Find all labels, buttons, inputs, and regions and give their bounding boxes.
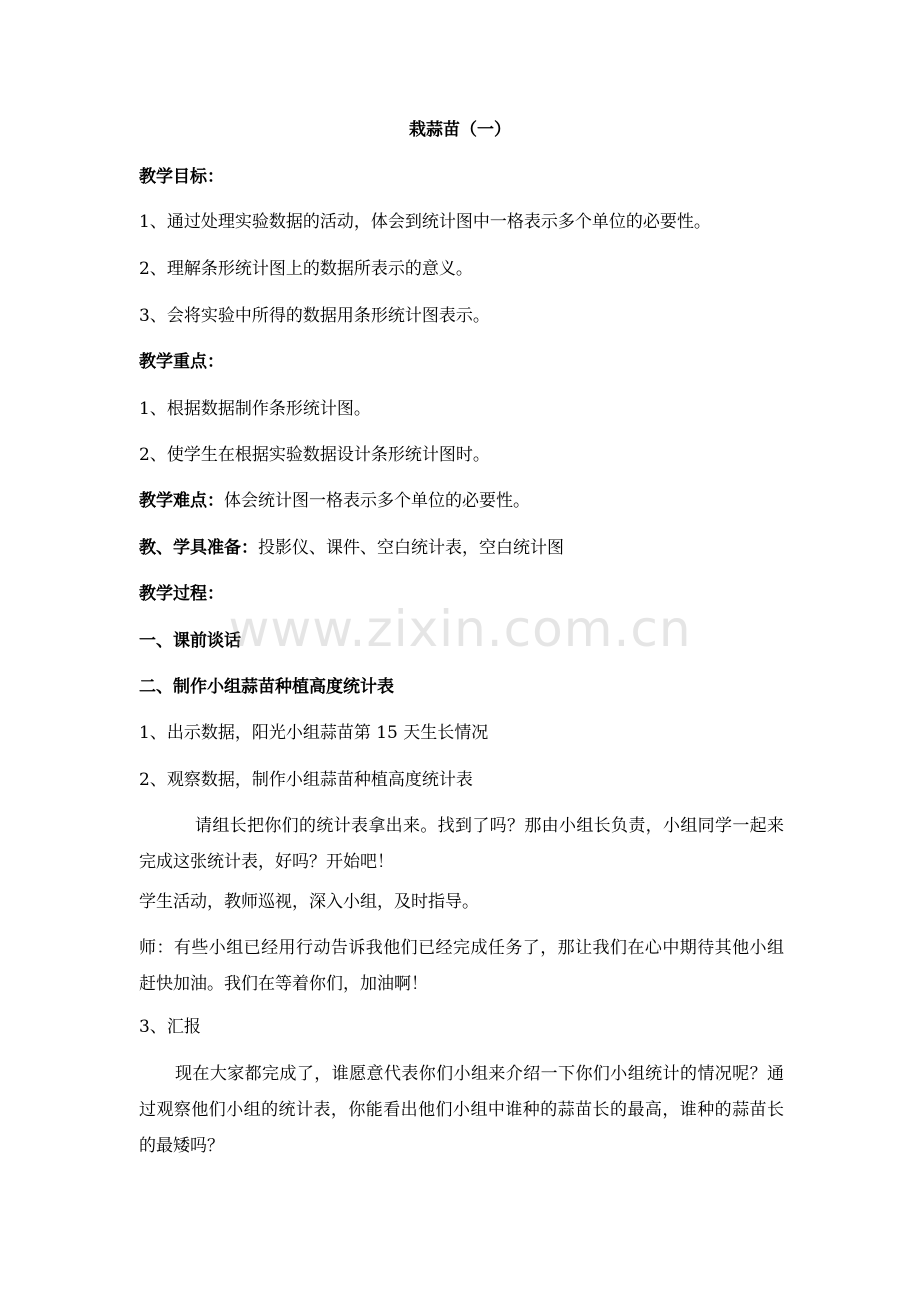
difficulty-line bbox=[139, 489, 789, 513]
process-heading: 教学过程： bbox=[139, 584, 224, 604]
key-point-item: 1、根据数据制作条形统计图。 bbox=[139, 399, 371, 419]
objective-item: 1、通过处理实验数据的活动，体会到统计图中一格表示多个单位的必要性。 bbox=[139, 212, 711, 232]
section-heading: 二、制作小组蒜苗种植高度统计表 bbox=[139, 677, 394, 697]
difficulty-text: 体会统计图一格表示多个单位的必要性。 bbox=[224, 491, 530, 511]
step-item: 1、出示数据，阳光小组蒜苗第 15 天生长情况 bbox=[139, 723, 489, 743]
step-item: 2、观察数据，制作小组蒜苗种植高度统计表 bbox=[139, 770, 473, 790]
materials-label: 教、学具准备： bbox=[139, 538, 258, 558]
paragraph: 现在大家都完成了，谁愿意代表你们小组来介绍一下你们小组统计的情况呢？通过观察他们小组的统计表，你能看出他们小组中谁种的蒜苗长的最高，谁种的蒜苗长的最矮吗？ bbox=[139, 1064, 784, 1156]
paragraph: 学生活动，教师巡视，深入小组，及时指导。 bbox=[139, 892, 479, 912]
materials-text: 投影仪、课件、空白统计表，空白统计图 bbox=[258, 538, 564, 558]
key-point-item: 2、使学生在根据实验数据设计条形统计图时。 bbox=[139, 445, 490, 465]
paragraph: 请组长把你们的统计表拿出来。找到了吗？那由小组长负责，小组同学一起来完成这张统计表，好吗？开始吧！ bbox=[139, 816, 784, 872]
objectives-heading: 教学目标： bbox=[139, 167, 224, 187]
key-points-heading: 教学重点： bbox=[139, 352, 224, 372]
watermark: www.zixin.com.cn bbox=[228, 600, 692, 658]
step-item: 3、汇报 bbox=[139, 1017, 201, 1037]
objective-item: 2、理解条形统计图上的数据所表示的意义。 bbox=[139, 259, 473, 279]
document-title: 栽蒜苗（一） bbox=[409, 120, 511, 140]
section-heading: 一、课前谈话 bbox=[139, 631, 241, 651]
paragraph: 师：有些小组已经用行动告诉我他们已经完成任务了，那让我们在心中期待其他小组赶快加油。我们在等着你们，加油啊！ bbox=[139, 938, 784, 994]
difficulty-label: 教学难点： bbox=[139, 491, 224, 511]
objective-item: 3、会将实验中所得的数据用条形统计图表示。 bbox=[139, 306, 490, 326]
materials-line bbox=[139, 536, 789, 560]
